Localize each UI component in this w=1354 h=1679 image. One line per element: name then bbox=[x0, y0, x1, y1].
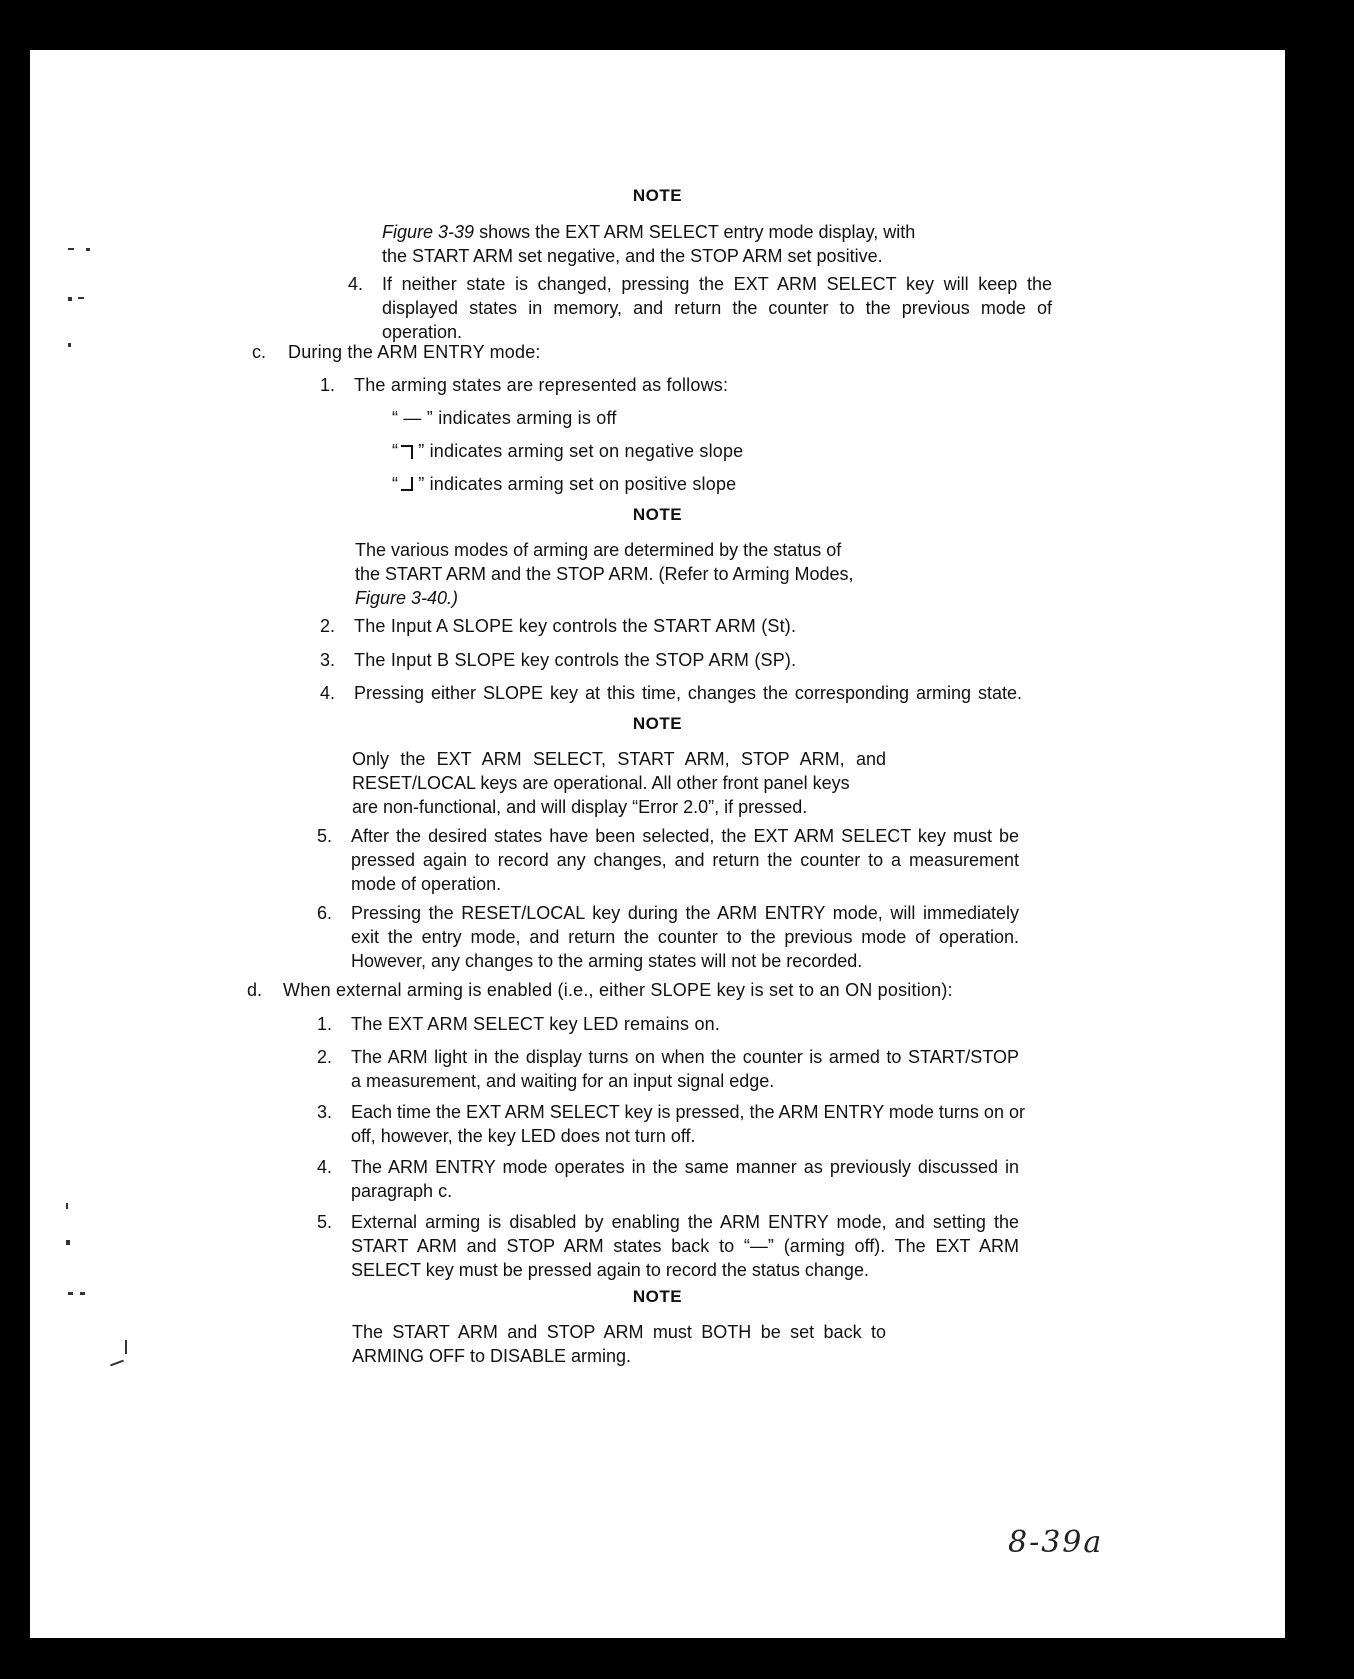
section-label: d. bbox=[247, 980, 263, 1000]
state-description: indicates arming is off bbox=[438, 408, 617, 428]
page-content bbox=[30, 50, 1285, 1638]
scan-artifact bbox=[68, 1292, 73, 1295]
note-text bbox=[382, 220, 915, 268]
note-heading: NOTE bbox=[632, 186, 683, 205]
note-text: The various modes of arming are determined by the status of the START ARM and the STOP ARM. (Refer to Arming Modes, Figure 3-40.) bbox=[355, 540, 854, 608]
arming-state-off bbox=[392, 406, 617, 430]
note-line: shows the EXT ARM SELECT entry mode display, with bbox=[474, 222, 916, 242]
list-item-text: The Input A SLOPE key controls the START ARM (St). bbox=[354, 616, 797, 636]
list-item-text: External arming is disabled by enabling the ARM ENTRY mode, and setting the START ARM and STOP ARM states back to “—” (arming off). The EXT ARM SELECT key must be pressed again to record the status change. bbox=[351, 1212, 1019, 1280]
scan-artifact bbox=[80, 1292, 85, 1295]
list-item-text: The EXT ARM SELECT key LED remains on. bbox=[351, 1014, 721, 1034]
scan-artifact bbox=[110, 1360, 124, 1367]
scan-artifact bbox=[68, 248, 74, 250]
list-number: 3. bbox=[317, 1102, 333, 1122]
list-number: 4. bbox=[317, 1157, 333, 1177]
note-line: the START ARM set negative, and the STOP ARM set positive. bbox=[382, 246, 883, 266]
list-item-text: The ARM ENTRY mode operates in the same manner as previously discussed in paragraph c. bbox=[351, 1157, 1019, 1201]
note-text: Only the EXT ARM SELECT, START ARM, STOP ARM, and RESET/LOCAL keys are operational. All other front panel keys are non-functional, and will display “Error 2.0”, if pressed. bbox=[352, 749, 886, 817]
scan-artifact bbox=[66, 1240, 70, 1245]
list-item-text: The Input B SLOPE key controls the STOP ARM (SP). bbox=[354, 650, 797, 670]
section-label: c. bbox=[252, 342, 267, 362]
note-heading: NOTE bbox=[632, 714, 683, 733]
scan-artifact bbox=[68, 297, 72, 301]
section-text: During the ARM ENTRY mode: bbox=[288, 342, 541, 362]
scan-artifact bbox=[66, 1203, 68, 1209]
scan-artifact bbox=[78, 297, 84, 299]
note-heading: NOTE bbox=[632, 1287, 683, 1306]
scan-artifact bbox=[125, 1340, 127, 1354]
list-number: 4. bbox=[348, 274, 364, 294]
list-item-text: After the desired states have been selected, the EXT ARM SELECT key must be pressed again to record any changes, and return the counter to a measurement mode of operation. bbox=[351, 826, 1019, 894]
scan-artifact bbox=[86, 248, 90, 251]
list-number: 1. bbox=[317, 1014, 333, 1034]
list-item-text: The arming states are represented as follows: bbox=[354, 375, 729, 395]
list-number: 2. bbox=[320, 616, 336, 636]
list-number: 5. bbox=[317, 1212, 333, 1232]
document-page bbox=[30, 50, 1285, 1638]
list-item-text: Pressing the RESET/LOCAL key during the ARM ENTRY mode, will immediately exit the entry mode, and return the counter to the previous mode of operation. However, any changes to the arming states will not be recorded. bbox=[351, 903, 1019, 971]
list-number: 5. bbox=[317, 826, 333, 846]
quote-symbol: “ — ” bbox=[392, 408, 433, 428]
note-text: The START ARM and STOP ARM must BOTH be set back to ARMING OFF to DISABLE arming. bbox=[352, 1322, 886, 1366]
section-text: When external arming is enabled (i.e., either SLOPE key is set to an ON position): bbox=[283, 980, 953, 1000]
list-number: 4. bbox=[320, 683, 336, 703]
list-number: 2. bbox=[317, 1047, 333, 1067]
list-item-text: The ARM light in the display turns on when the counter is armed to START/STOP a measurement, and waiting for an input signal edge. bbox=[351, 1047, 1019, 1091]
negative-slope-icon bbox=[398, 444, 418, 458]
list-item-text: If neither state is changed, pressing the EXT ARM SELECT key will keep the displayed states in memory, and return the counter to the previous mode of operation. bbox=[382, 274, 1052, 342]
state-description: indicates arming set on positive slope bbox=[429, 474, 737, 494]
figure-reference: Figure 3-39 bbox=[382, 222, 475, 242]
figure-reference: Figure 3-40.) bbox=[355, 588, 459, 608]
list-item-text: Pressing either SLOPE key at this time, changes the corresponding arming state. bbox=[354, 683, 1022, 703]
arming-state-negative: “ ” indicates arming set on negative slope bbox=[392, 441, 744, 461]
page-number: 8-39a bbox=[1008, 1525, 1104, 1560]
list-number: 6. bbox=[317, 903, 333, 923]
list-number: 1. bbox=[320, 375, 336, 395]
positive-slope-icon bbox=[398, 477, 418, 491]
state-description: indicates arming set on negative slope bbox=[429, 441, 744, 461]
scan-artifact bbox=[68, 343, 71, 347]
note-heading: NOTE bbox=[632, 505, 683, 524]
list-item-text: Each time the EXT ARM SELECT key is pressed, the ARM ENTRY mode turns on or off, however, the key LED does not turn off. bbox=[351, 1102, 1025, 1146]
arming-state-positive: “ ” indicates arming set on positive slope bbox=[392, 474, 737, 494]
list-number: 3. bbox=[320, 650, 336, 670]
